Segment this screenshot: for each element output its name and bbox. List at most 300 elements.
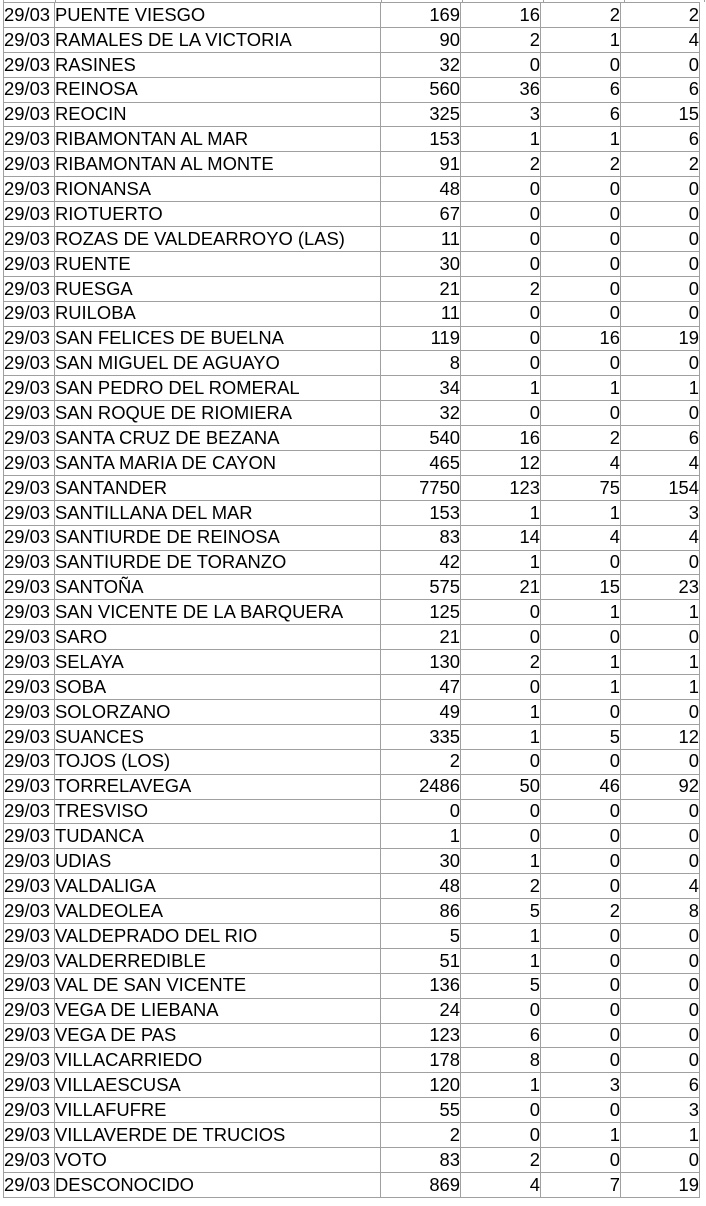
value-cell: 6	[621, 426, 700, 451]
value-cell: 0	[621, 276, 700, 301]
table-row	[4, 401, 700, 426]
value-cell: 125	[381, 600, 461, 625]
value-cell: 0	[541, 625, 621, 650]
value-cell: 0	[621, 799, 700, 824]
municipality-cell: TRESVISO	[55, 799, 381, 824]
value-cell: 0	[541, 923, 621, 948]
date-cell: 29/03	[4, 301, 55, 326]
municipality-cell: VILLACARRIEDO	[55, 1048, 381, 1073]
municipality-cell: SAN FELICES DE BUELNA	[55, 326, 381, 351]
value-cell: 0	[461, 998, 541, 1023]
value-cell: 4	[461, 1172, 541, 1197]
municipality-cell: SAN VICENTE DE LA BARQUERA	[55, 600, 381, 625]
value-cell: 123	[381, 1023, 461, 1048]
date-cell: 29/03	[4, 27, 55, 52]
value-cell: 0	[541, 824, 621, 849]
value-cell: 0	[461, 799, 541, 824]
value-cell: 2	[541, 3, 621, 28]
value-cell: 0	[461, 177, 541, 202]
value-cell: 0	[541, 1147, 621, 1172]
municipality-cell: RUENTE	[55, 251, 381, 276]
value-cell: 6	[461, 1023, 541, 1048]
date-cell: 29/03	[4, 500, 55, 525]
date-cell: 29/03	[4, 1147, 55, 1172]
table-row	[4, 799, 700, 824]
value-cell: 120	[381, 1073, 461, 1098]
value-cell: 1	[461, 550, 541, 575]
date-cell: 29/03	[4, 102, 55, 127]
date-cell: 29/03	[4, 849, 55, 874]
value-cell: 0	[541, 874, 621, 899]
date-cell: 29/03	[4, 1023, 55, 1048]
municipality-cell: UDIAS	[55, 849, 381, 874]
value-cell: 1	[461, 724, 541, 749]
value-cell: 3	[621, 1098, 700, 1123]
value-cell: 48	[381, 874, 461, 899]
municipality-cell: SANTIURDE DE REINOSA	[55, 525, 381, 550]
value-cell: 47	[381, 675, 461, 700]
value-cell: 46	[541, 774, 621, 799]
municipality-cell: RUESGA	[55, 276, 381, 301]
value-cell: 7750	[381, 475, 461, 500]
value-cell: 0	[621, 749, 700, 774]
value-cell: 0	[541, 276, 621, 301]
date-cell: 29/03	[4, 227, 55, 252]
value-cell: 1	[541, 675, 621, 700]
value-cell: 0	[461, 1098, 541, 1123]
value-cell: 0	[541, 749, 621, 774]
municipality-data-table	[3, 2, 700, 1198]
value-cell: 0	[541, 301, 621, 326]
value-cell: 0	[461, 301, 541, 326]
date-cell: 29/03	[4, 276, 55, 301]
municipality-cell: RUILOBA	[55, 301, 381, 326]
value-cell: 21	[461, 575, 541, 600]
value-cell: 1	[541, 376, 621, 401]
date-cell: 29/03	[4, 1073, 55, 1098]
date-cell: 29/03	[4, 699, 55, 724]
municipality-cell: VALDEOLEA	[55, 899, 381, 924]
value-cell: 325	[381, 102, 461, 127]
value-cell: 154	[621, 475, 700, 500]
municipality-cell: VILLAESCUSA	[55, 1073, 381, 1098]
date-cell: 29/03	[4, 3, 55, 28]
value-cell: 0	[621, 1048, 700, 1073]
value-cell: 0	[541, 948, 621, 973]
value-cell: 2	[461, 1147, 541, 1172]
municipality-cell: SARO	[55, 625, 381, 650]
municipality-cell: VEGA DE LIEBANA	[55, 998, 381, 1023]
municipality-cell: VEGA DE PAS	[55, 1023, 381, 1048]
value-cell: 19	[621, 326, 700, 351]
date-cell: 29/03	[4, 351, 55, 376]
date-cell: 29/03	[4, 52, 55, 77]
table-row	[4, 351, 700, 376]
date-cell: 29/03	[4, 525, 55, 550]
value-cell: 30	[381, 251, 461, 276]
value-cell: 48	[381, 177, 461, 202]
value-cell: 23	[621, 575, 700, 600]
municipality-cell: RAMALES DE LA VICTORIA	[55, 27, 381, 52]
municipality-cell: SANTA CRUZ DE BEZANA	[55, 426, 381, 451]
value-cell: 2	[461, 27, 541, 52]
value-cell: 4	[621, 525, 700, 550]
table-row	[4, 1023, 700, 1048]
value-cell: 15	[621, 102, 700, 127]
value-cell: 6	[541, 77, 621, 102]
value-cell: 119	[381, 326, 461, 351]
municipality-cell: RIOTUERTO	[55, 202, 381, 227]
value-cell: 90	[381, 27, 461, 52]
date-cell: 29/03	[4, 152, 55, 177]
value-cell: 0	[621, 1023, 700, 1048]
municipality-cell: SANTOÑA	[55, 575, 381, 600]
value-cell: 0	[621, 351, 700, 376]
value-cell: 86	[381, 899, 461, 924]
value-cell: 1	[541, 600, 621, 625]
value-cell: 0	[541, 1098, 621, 1123]
value-cell: 0	[461, 351, 541, 376]
date-cell: 29/03	[4, 376, 55, 401]
municipality-cell: SAN ROQUE DE RIOMIERA	[55, 401, 381, 426]
municipality-cell: VALDERREDIBLE	[55, 948, 381, 973]
municipality-cell: VILLAVERDE DE TRUCIOS	[55, 1123, 381, 1148]
value-cell: 0	[541, 699, 621, 724]
value-cell: 15	[541, 575, 621, 600]
value-cell: 1	[621, 376, 700, 401]
value-cell: 16	[461, 3, 541, 28]
value-cell: 0	[621, 625, 700, 650]
value-cell: 1	[461, 923, 541, 948]
municipality-cell: RIONANSA	[55, 177, 381, 202]
value-cell: 21	[381, 625, 461, 650]
value-cell: 83	[381, 525, 461, 550]
value-cell: 335	[381, 724, 461, 749]
value-cell: 1	[541, 127, 621, 152]
value-cell: 2	[461, 650, 541, 675]
value-cell: 6	[541, 102, 621, 127]
value-cell: 0	[621, 948, 700, 973]
table-row	[4, 202, 700, 227]
value-cell: 2	[541, 152, 621, 177]
value-cell: 11	[381, 227, 461, 252]
table-row	[4, 600, 700, 625]
value-cell: 0	[541, 1048, 621, 1073]
date-cell: 29/03	[4, 650, 55, 675]
value-cell: 178	[381, 1048, 461, 1073]
date-cell: 29/03	[4, 401, 55, 426]
value-cell: 32	[381, 401, 461, 426]
table-row	[4, 575, 700, 600]
value-cell: 2486	[381, 774, 461, 799]
municipality-cell: VALDEPRADO DEL RIO	[55, 923, 381, 948]
value-cell: 0	[461, 600, 541, 625]
value-cell: 2	[381, 1123, 461, 1148]
table-row	[4, 1123, 700, 1148]
table-row	[4, 426, 700, 451]
value-cell: 2	[381, 749, 461, 774]
table-row	[4, 251, 700, 276]
table-row	[4, 3, 700, 28]
municipality-cell: ROZAS DE VALDEARROYO (LAS)	[55, 227, 381, 252]
value-cell: 2	[621, 3, 700, 28]
data-table-region	[3, 2, 700, 1198]
date-cell: 29/03	[4, 675, 55, 700]
value-cell: 8	[461, 1048, 541, 1073]
value-cell: 8	[381, 351, 461, 376]
date-cell: 29/03	[4, 724, 55, 749]
value-cell: 19	[621, 1172, 700, 1197]
value-cell: 6	[621, 127, 700, 152]
value-cell: 67	[381, 202, 461, 227]
date-cell: 29/03	[4, 1098, 55, 1123]
value-cell: 12	[461, 451, 541, 476]
value-cell: 1	[621, 675, 700, 700]
value-cell: 75	[541, 475, 621, 500]
value-cell: 1	[461, 849, 541, 874]
municipality-cell: SELAYA	[55, 650, 381, 675]
table-row	[4, 849, 700, 874]
value-cell: 0	[461, 202, 541, 227]
value-cell: 0	[461, 401, 541, 426]
value-cell: 0	[621, 973, 700, 998]
date-cell: 29/03	[4, 451, 55, 476]
value-cell: 4	[621, 874, 700, 899]
table-row	[4, 774, 700, 799]
value-cell: 0	[621, 177, 700, 202]
value-cell: 5	[381, 923, 461, 948]
date-cell: 29/03	[4, 998, 55, 1023]
value-cell: 0	[381, 799, 461, 824]
table-row	[4, 177, 700, 202]
date-cell: 29/03	[4, 77, 55, 102]
date-cell: 29/03	[4, 600, 55, 625]
table-row	[4, 724, 700, 749]
table-row	[4, 376, 700, 401]
value-cell: 1	[461, 127, 541, 152]
value-cell: 0	[541, 973, 621, 998]
value-cell: 560	[381, 77, 461, 102]
value-cell: 30	[381, 849, 461, 874]
value-cell: 24	[381, 998, 461, 1023]
value-cell: 50	[461, 774, 541, 799]
value-cell: 2	[621, 152, 700, 177]
value-cell: 1	[541, 500, 621, 525]
value-cell: 4	[621, 451, 700, 476]
table-row	[4, 899, 700, 924]
table-row	[4, 1172, 700, 1197]
table-row	[4, 1073, 700, 1098]
table-row	[4, 1048, 700, 1073]
municipality-cell: SOLORZANO	[55, 699, 381, 724]
municipality-cell: SANTA MARIA DE CAYON	[55, 451, 381, 476]
municipality-cell: TOJOS (LOS)	[55, 749, 381, 774]
value-cell: 0	[541, 550, 621, 575]
table-row	[4, 500, 700, 525]
value-cell: 0	[621, 699, 700, 724]
municipality-cell: RIBAMONTAN AL MAR	[55, 127, 381, 152]
table-row	[4, 824, 700, 849]
table-row	[4, 127, 700, 152]
date-cell: 29/03	[4, 824, 55, 849]
value-cell: 136	[381, 973, 461, 998]
value-cell: 3	[461, 102, 541, 127]
value-cell: 0	[621, 227, 700, 252]
value-cell: 2	[461, 276, 541, 301]
municipality-cell: RIBAMONTAN AL MONTE	[55, 152, 381, 177]
value-cell: 465	[381, 451, 461, 476]
table-row	[4, 525, 700, 550]
value-cell: 5	[541, 724, 621, 749]
value-cell: 0	[621, 824, 700, 849]
value-cell: 14	[461, 525, 541, 550]
table-row	[4, 998, 700, 1023]
value-cell: 153	[381, 500, 461, 525]
value-cell: 0	[461, 326, 541, 351]
value-cell: 8	[621, 899, 700, 924]
table-row	[4, 451, 700, 476]
value-cell: 3	[541, 1073, 621, 1098]
date-cell: 29/03	[4, 1123, 55, 1148]
value-cell: 0	[541, 401, 621, 426]
value-cell: 0	[621, 202, 700, 227]
value-cell: 83	[381, 1147, 461, 1172]
value-cell: 2	[541, 899, 621, 924]
table-row	[4, 749, 700, 774]
table-row	[4, 475, 700, 500]
municipality-cell: PUENTE VIESGO	[55, 3, 381, 28]
value-cell: 4	[541, 451, 621, 476]
value-cell: 0	[541, 849, 621, 874]
municipality-cell: TUDANCA	[55, 824, 381, 849]
table-row	[4, 699, 700, 724]
value-cell: 1	[461, 1073, 541, 1098]
date-cell: 29/03	[4, 948, 55, 973]
value-cell: 169	[381, 3, 461, 28]
value-cell: 0	[461, 675, 541, 700]
value-cell: 6	[621, 1073, 700, 1098]
municipality-cell: SANTIURDE DE TORANZO	[55, 550, 381, 575]
value-cell: 0	[541, 202, 621, 227]
value-cell: 0	[461, 251, 541, 276]
value-cell: 2	[541, 426, 621, 451]
municipality-cell: VILLAFUFRE	[55, 1098, 381, 1123]
value-cell: 0	[541, 351, 621, 376]
value-cell: 0	[541, 227, 621, 252]
municipality-cell: VAL DE SAN VICENTE	[55, 973, 381, 998]
table-row	[4, 625, 700, 650]
municipality-cell: TORRELAVEGA	[55, 774, 381, 799]
value-cell: 4	[621, 27, 700, 52]
date-cell: 29/03	[4, 923, 55, 948]
table-row	[4, 227, 700, 252]
value-cell: 1	[461, 500, 541, 525]
value-cell: 869	[381, 1172, 461, 1197]
value-cell: 32	[381, 52, 461, 77]
table-row	[4, 102, 700, 127]
value-cell: 0	[461, 625, 541, 650]
value-cell: 0	[621, 52, 700, 77]
value-cell: 0	[461, 824, 541, 849]
date-cell: 29/03	[4, 475, 55, 500]
municipality-cell: VOTO	[55, 1147, 381, 1172]
date-cell: 29/03	[4, 625, 55, 650]
table-row	[4, 301, 700, 326]
date-cell: 29/03	[4, 202, 55, 227]
value-cell: 1	[621, 650, 700, 675]
municipality-cell: SANTANDER	[55, 475, 381, 500]
value-cell: 0	[621, 998, 700, 1023]
table-row	[4, 52, 700, 77]
municipality-cell: DESCONOCIDO	[55, 1172, 381, 1197]
value-cell: 130	[381, 650, 461, 675]
table-row	[4, 650, 700, 675]
table-row	[4, 874, 700, 899]
municipality-cell: REOCIN	[55, 102, 381, 127]
municipality-cell: VALDALIGA	[55, 874, 381, 899]
value-cell: 0	[621, 301, 700, 326]
value-cell: 0	[541, 799, 621, 824]
value-cell: 1	[621, 1123, 700, 1148]
value-cell: 34	[381, 376, 461, 401]
value-cell: 540	[381, 426, 461, 451]
value-cell: 0	[541, 251, 621, 276]
value-cell: 0	[621, 923, 700, 948]
value-cell: 7	[541, 1172, 621, 1197]
value-cell: 4	[541, 525, 621, 550]
value-cell: 2	[461, 874, 541, 899]
value-cell: 0	[621, 251, 700, 276]
value-cell: 0	[541, 1023, 621, 1048]
municipality-cell: SOBA	[55, 675, 381, 700]
value-cell: 5	[461, 973, 541, 998]
value-cell: 16	[541, 326, 621, 351]
date-cell: 29/03	[4, 749, 55, 774]
table-row	[4, 1098, 700, 1123]
date-cell: 29/03	[4, 177, 55, 202]
value-cell: 0	[541, 998, 621, 1023]
table-row	[4, 948, 700, 973]
date-cell: 29/03	[4, 874, 55, 899]
value-cell: 1	[461, 376, 541, 401]
value-cell: 92	[621, 774, 700, 799]
value-cell: 0	[541, 52, 621, 77]
table-row	[4, 326, 700, 351]
value-cell: 575	[381, 575, 461, 600]
table-row	[4, 550, 700, 575]
table-row	[4, 1147, 700, 1172]
municipality-cell: RASINES	[55, 52, 381, 77]
value-cell: 0	[461, 227, 541, 252]
value-cell: 1	[541, 1123, 621, 1148]
table-row	[4, 152, 700, 177]
value-cell: 11	[381, 301, 461, 326]
value-cell: 3	[621, 500, 700, 525]
date-cell: 29/03	[4, 774, 55, 799]
value-cell: 1	[461, 948, 541, 973]
municipality-cell: SAN MIGUEL DE AGUAYO	[55, 351, 381, 376]
municipality-cell: REINOSA	[55, 77, 381, 102]
value-cell: 51	[381, 948, 461, 973]
value-cell: 91	[381, 152, 461, 177]
value-cell: 49	[381, 699, 461, 724]
value-cell: 0	[461, 52, 541, 77]
date-cell: 29/03	[4, 899, 55, 924]
value-cell: 36	[461, 77, 541, 102]
value-cell: 0	[541, 177, 621, 202]
value-cell: 0	[621, 1147, 700, 1172]
date-cell: 29/03	[4, 1048, 55, 1073]
